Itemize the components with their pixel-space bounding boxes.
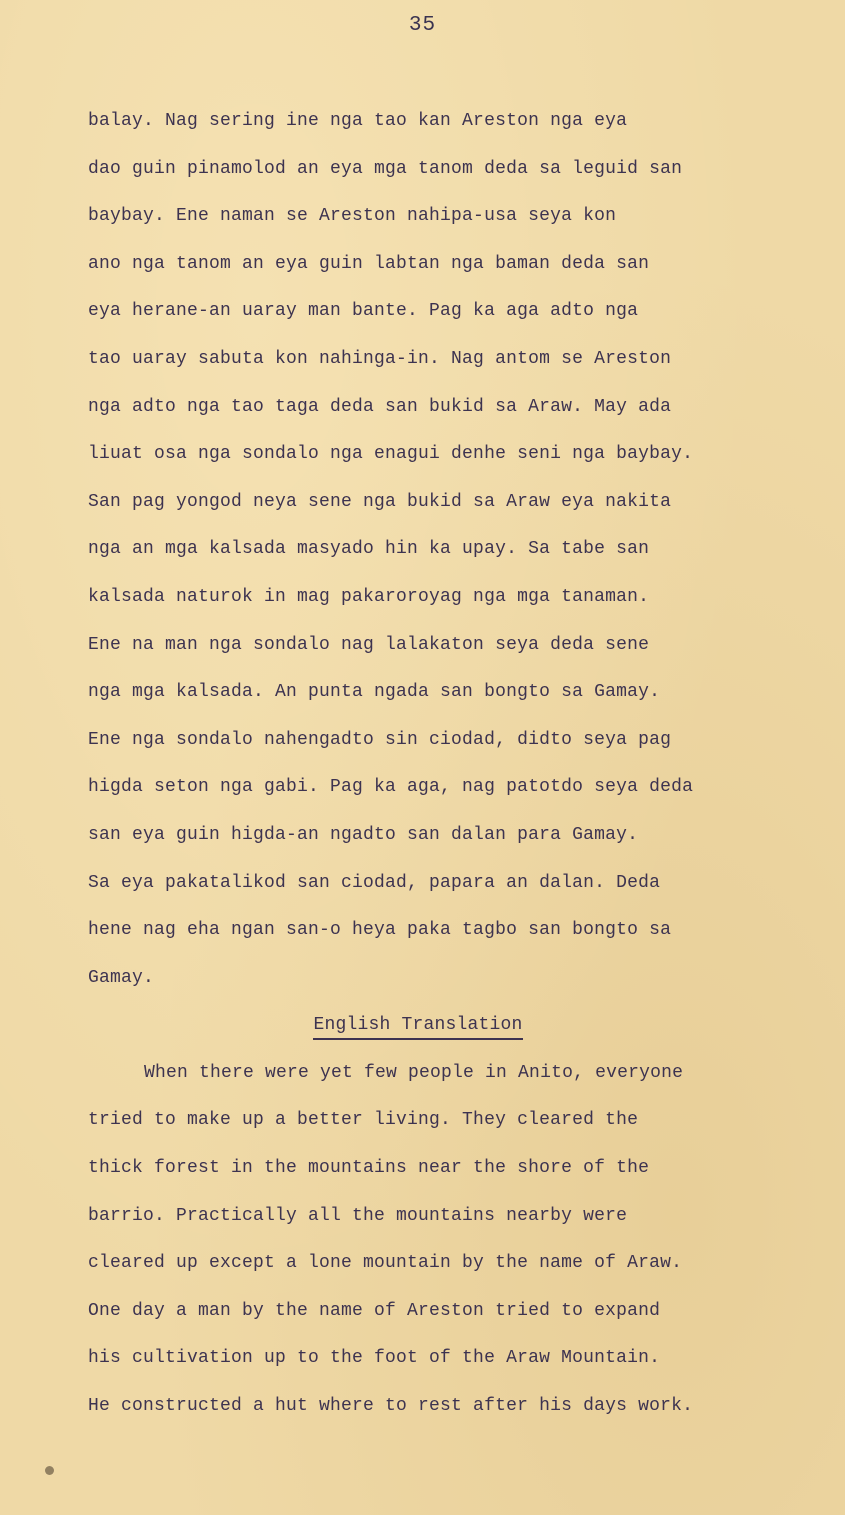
text-line: liuat osa nga sondalo nga enagui denhe seni nga baybay. <box>88 444 694 465</box>
text-line: higda seton nga gabi. Pag ka aga, nag patotdo seya deda <box>88 777 694 798</box>
text-line: Sa eya pakatalikod san ciodad, papara an dalan. Deda <box>88 872 661 893</box>
text-line: cleared up except a lone mountain by the name of Araw. <box>88 1253 683 1274</box>
page-number: 35 <box>408 14 437 37</box>
text-line: baybay. Ene naman se Areston nahipa-usa seya kon <box>88 206 617 227</box>
text-line: thick forest in the mountains near the shore of the <box>88 1158 650 1179</box>
text-line: One day a man by the name of Areston tried to expand <box>88 1300 661 1321</box>
text-line: He constructed a hut where to rest after his days work. <box>88 1396 694 1417</box>
text-line: barrio. Practically all the mountains nearby were <box>88 1205 628 1226</box>
text-line: nga adto nga tao taga deda san bukid sa Araw. May ada <box>88 396 672 417</box>
text-line: kalsada naturok in mag pakaroroyag nga mga tanaman. <box>88 586 650 607</box>
text-line: nga mga kalsada. An punta ngada san bongto sa Gamay. <box>88 682 661 703</box>
text-line: San pag yongod neya sene nga bukid sa Araw eya nakita <box>88 491 672 512</box>
text-line: san eya guin higda-an ngadto san dalan para Gamay. <box>88 824 639 845</box>
text-line: hene nag eha ngan san-o heya paka tagbo san bongto sa <box>88 920 672 941</box>
text-line: nga an mga kalsada masyado hin ka upay. Sa tabe san <box>88 539 650 560</box>
section-heading <box>88 1008 788 1056</box>
text-line: balay. Nag sering ine nga tao kan Areston nga eya <box>88 111 628 131</box>
text-line: his cultivation up to the foot of the Araw Mountain. <box>88 1348 661 1369</box>
text-line: Gamay. <box>88 967 155 988</box>
text-line: When there were yet few people in Anito, everyone <box>144 1062 684 1083</box>
text-line: dao guin pinamolod an eya mga tanom deda sa leguid san <box>88 158 683 179</box>
ink-spot <box>45 1466 54 1475</box>
text-line: ano nga tanom an eya guin labtan nga baman deda san <box>88 253 650 274</box>
section-heading-text: English Translation <box>313 1012 522 1040</box>
text-line: tao uaray sabuta kon nahinga-in. Nag antom se Areston <box>88 348 672 369</box>
text-line: eya herane-an uaray man bante. Pag ka aga adto nga <box>88 301 639 322</box>
text-line: Ene na man nga sondalo nag lalakaton seya deda sene <box>88 634 650 655</box>
document-body <box>88 104 788 1437</box>
text-line: tried to make up a better living. They cleared the <box>88 1110 639 1131</box>
text-line: Ene nga sondalo nahengadto sin ciodad, didto seya pag <box>88 729 672 750</box>
